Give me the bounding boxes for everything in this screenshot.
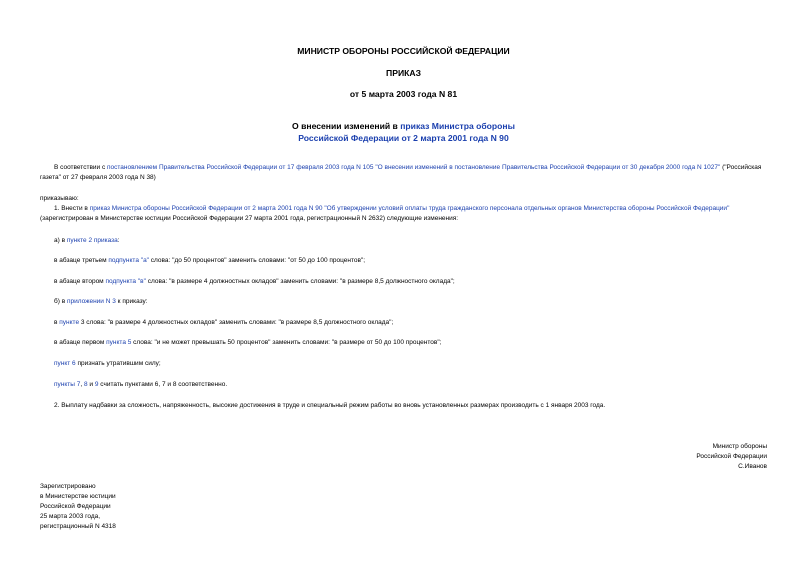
link-point-5[interactable]: пункта 5	[106, 339, 132, 346]
title-link-order-cont[interactable]: Российской Федерации от 2 марта 2001 года N 90	[298, 133, 509, 143]
link-point-9[interactable]: 9	[94, 381, 99, 388]
signature-country: Российской Федерации	[696, 453, 767, 460]
link-appendix-3[interactable]: приложении N 3	[66, 298, 116, 305]
subitem-a-1: в абзаце третьем подпункта "а" слова: "до 50 процентов" заменить словами: "от 50 до 100 процентов";	[54, 257, 366, 264]
subitem-b: б) в приложении N 3 к приказу:	[54, 298, 148, 305]
link-government-decree[interactable]: постановлением Правительства Российской Федерации от 17 февраля 2003 года N 105 "О внесении изменений в постановление Правительства Российской Федерации от 30 декабря 2000 года N 1027"	[107, 164, 721, 171]
signature-name: С.Иванов	[738, 463, 767, 470]
link-point-3[interactable]: пункте	[59, 319, 80, 326]
subitem-b-4: пункты 7, 8 и 9 считать пунктами 6, 7 и 8 соответственно.	[54, 381, 228, 388]
link-subparagraph-a[interactable]: подпункта "а"	[108, 257, 149, 264]
ministry-heading: МИНИСТР ОБОРОНЫ РОССИЙСКОЙ ФЕДЕРАЦИИ	[297, 46, 510, 56]
link-point-8[interactable]: 8	[83, 381, 88, 388]
title-link-order[interactable]: приказ Министра обороны	[400, 121, 515, 131]
document-type: ПРИКАЗ	[386, 68, 421, 78]
signature-block	[567, 442, 767, 472]
link-paragraph-2[interactable]: пункте 2 приказа	[66, 237, 118, 244]
document-title	[0, 120, 807, 144]
subitem-b-3: пункт 6 признать утратившим силу;	[54, 360, 161, 367]
item-2-paragraph: 2. Выплату надбавки за сложность, напряженность, высокие достижения в труде и специальный режим работы во вновь установленных размерах производить с 1 января 2003 года.	[54, 402, 606, 409]
link-order-90[interactable]: приказ Министра обороны Российской Федерации от 2 марта 2001 года N 90 "Об утверждении условий оплаты труда гражданского персонала отдельных органов Министерства обороны Российской Федерации"	[89, 205, 730, 212]
link-subparagraph-v[interactable]: подпункта "в"	[105, 278, 146, 285]
title-text: О внесении изменений в	[292, 121, 401, 131]
item-1-paragraph: 1. Внести в приказ Министра обороны Российской Федерации от 2 марта 2001 года N 90 "Об утверждении условий оплаты труда гражданского персонала отдельных органов Министерства обороны Российской Федерации" (зарегистрирован в Министерстве юстиции Российской Федерации 27 марта 2001 года, регистрационный N 2632) следующие изменения:	[40, 205, 730, 222]
subitem-a-2: в абзаце втором подпункта "в" слова: "в размере 4 должностных окладов" заменить словами: "в размере 8,5 должностного оклада";	[54, 278, 455, 285]
subitem-b-2: в абзаце первом пункта 5 слова: "и не может превышать 50 процентов" заменить словами: "в размере от 50 до 100 процентов";	[54, 339, 442, 346]
registration-block: Зарегистрировано в Министерстве юстиции Российской Федерации 25 марта 2003 года, регистрационный N 4318	[40, 483, 116, 530]
link-point-6[interactable]: пункт 6	[54, 360, 76, 367]
subitem-a: а) в пункте 2 приказа:	[54, 237, 120, 244]
signature-position: Министр обороны	[712, 443, 767, 450]
preamble-paragraph: В соответствии с постановлением Правительства Российской Федерации от 17 февраля 2003 года N 105 "О внесении изменений в постановление Правительства Российской Федерации от 30 декабря 2000 года N 1027" ("Российская газета" от 27 февраля 2003 года N 38)	[40, 164, 762, 181]
link-point-7[interactable]: пункты 7	[54, 381, 81, 388]
order-word: приказываю:	[40, 195, 79, 202]
document-date-number: от 5 марта 2003 года N 81	[349, 89, 458, 99]
subitem-b-1: в пункте 3 слова: "в размере 4 должностных окладов" заменить словами: "в размере 8,5 должностного оклада";	[54, 319, 394, 326]
